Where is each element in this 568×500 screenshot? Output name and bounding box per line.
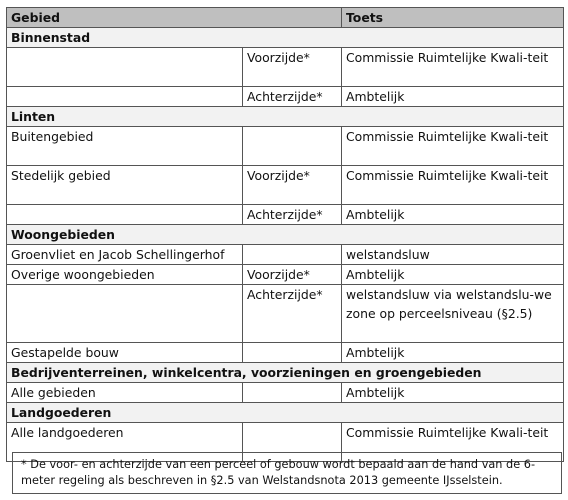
zijde-cell: Voorzijde* <box>243 166 342 205</box>
toets-cell: Ambtelijk <box>342 343 564 363</box>
gebied-cell <box>7 285 243 343</box>
toets-cell: Ambtelijk <box>342 205 564 225</box>
table-row <box>7 48 564 87</box>
toets-cell: Ambtelijk <box>342 265 564 285</box>
table-row <box>7 166 564 205</box>
table-row <box>7 127 564 166</box>
section-title: Landgoederen <box>7 403 564 423</box>
gebied-cell <box>7 48 243 87</box>
table-row <box>7 343 564 363</box>
toets-cell: Ambtelijk <box>342 383 564 403</box>
section-title: Woongebieden <box>7 225 564 245</box>
zijde-cell <box>243 127 342 166</box>
toets-cell: Ambtelijk <box>342 87 564 107</box>
gebied-cell <box>7 87 243 107</box>
section-row <box>7 363 564 383</box>
table-row <box>7 265 564 285</box>
footnote: * De voor- en achterzijde van een perceel of gebouw wordt bepaald aan de hand van de 6-meter regeling als beschreven in §2.5 van Welstandsnota 2013 gemeente IJsselstein. <box>12 452 562 494</box>
toets-cell: Commissie Ruimtelijke Kwali-teit <box>342 48 564 87</box>
section-title: Bedrijventerreinen, winkelcentra, voorzieningen en groengebieden <box>7 363 564 383</box>
zijde-cell <box>243 383 342 403</box>
toets-cell: welstandsluw via welstandslu-we zone op perceelsniveau (§2.5) <box>342 285 564 343</box>
table-row <box>7 383 564 403</box>
table-row <box>7 205 564 225</box>
header-gebied: Gebied <box>7 8 342 28</box>
section-title: Linten <box>7 107 564 127</box>
table-row <box>7 245 564 265</box>
table-row <box>7 87 564 107</box>
welstand-table <box>6 7 564 462</box>
header-toets: Toets <box>342 8 564 28</box>
zijde-cell: Achterzijde* <box>243 205 342 225</box>
table-row <box>7 285 564 343</box>
gebied-cell: Alle landgoederen <box>7 423 243 462</box>
gebied-cell: Groenvliet en Jacob Schellingerhof <box>7 245 243 265</box>
zijde-cell <box>243 245 342 265</box>
section-title: Binnenstad <box>7 28 564 48</box>
toets-cell: Commissie Ruimtelijke Kwali-teit <box>342 166 564 205</box>
gebied-cell: Buitengebied <box>7 127 243 166</box>
toets-cell: Commissie Ruimtelijke Kwali-teit <box>342 127 564 166</box>
zijde-cell: Achterzijde* <box>243 285 342 343</box>
zijde-cell: Voorzijde* <box>243 48 342 87</box>
table-header-row <box>7 8 564 28</box>
section-row <box>7 107 564 127</box>
zijde-cell: Achterzijde* <box>243 87 342 107</box>
section-row <box>7 28 564 48</box>
gebied-cell: Gestapelde bouw <box>7 343 243 363</box>
gebied-cell: Stedelijk gebied <box>7 166 243 205</box>
gebied-cell <box>7 205 243 225</box>
section-row <box>7 403 564 423</box>
toets-cell: welstandsluw <box>342 245 564 265</box>
toets-cell: Commissie Ruimtelijke Kwali-teit <box>342 423 564 462</box>
zijde-cell: Voorzijde* <box>243 265 342 285</box>
zijde-cell <box>243 343 342 363</box>
gebied-cell: Alle gebieden <box>7 383 243 403</box>
section-row <box>7 225 564 245</box>
gebied-cell: Overige woongebieden <box>7 265 243 285</box>
